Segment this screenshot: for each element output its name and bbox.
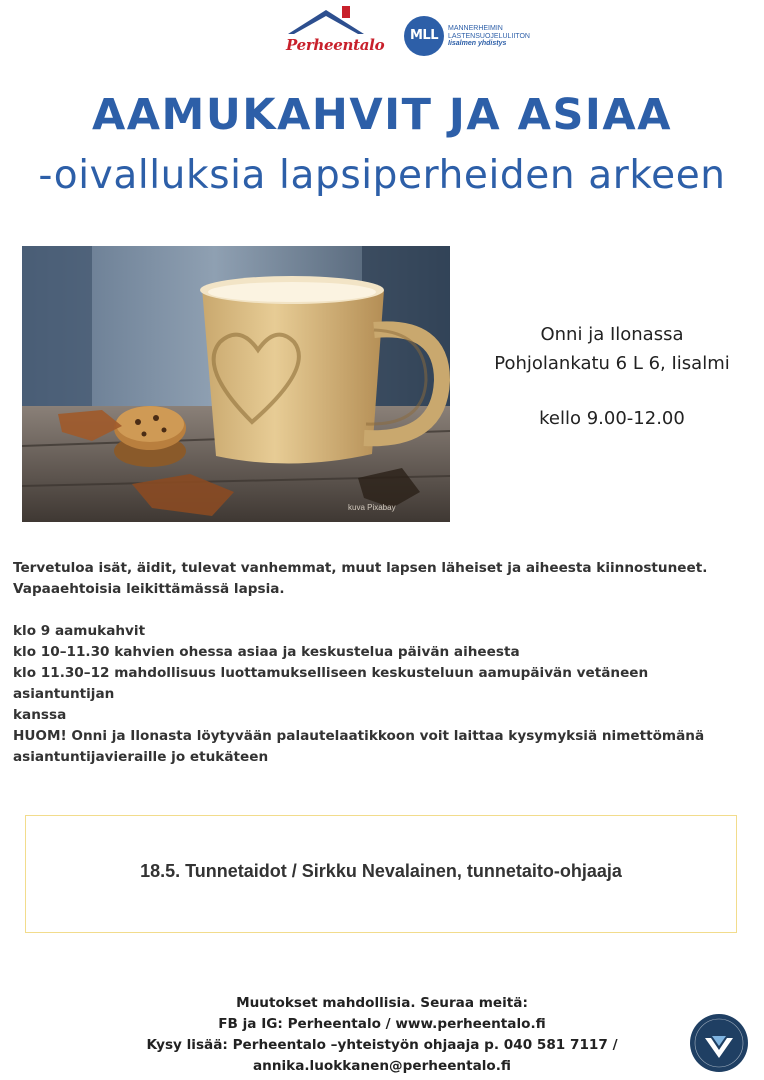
note-paragraph	[13, 726, 753, 768]
footer-line: Muutokset mahdollisia. Seuraa meitä:	[236, 995, 528, 1011]
footer-contact	[100, 993, 664, 1077]
note-line: asiantuntijavieraille jo etukäteen	[13, 749, 269, 765]
footer-email[interactable]: annika.luokkanen@perheentalo.fi	[252, 1058, 512, 1074]
mll-badge: MLL	[404, 16, 444, 56]
mll-line-3: Iisalmen yhdistys	[448, 40, 507, 48]
intro-paragraph	[13, 558, 753, 600]
schedule-item: klo 10–11.30 kahvien ohessa asiaa ja keskustelua päivän aiheesta	[13, 644, 520, 660]
schedule-item: klo 9 aamukahvit	[13, 623, 146, 639]
perheentalo-logo	[280, 4, 385, 62]
perheentalo-wordmark: Perheentalo	[286, 36, 385, 54]
mll-logo	[404, 16, 534, 60]
venue-name: Onni ja Ilonassa	[540, 324, 684, 345]
veikkaus-logo-icon	[690, 1014, 748, 1072]
event-topic-box	[25, 815, 737, 933]
mll-line-2: LASTENSUOJELULIITON	[448, 32, 530, 40]
page-title: AAMUKAHVIT JA ASIAA	[92, 90, 672, 140]
footer-line[interactable]: FB ja IG: Perheentalo / www.perheentalo.fi	[218, 1016, 546, 1032]
footer-line: Kysy lisää: Perheentalo –yhteistyön ohjaaja p. 040 581 7117 /	[146, 1037, 618, 1053]
coffee-photo	[22, 246, 450, 522]
veikkaus-badge	[690, 1014, 748, 1072]
photo-credit: kuva Pixabay	[348, 503, 396, 512]
note-line: HUOM! Onni ja Ilonasta löytyvään palautelaatikkoon voit laittaa kysymyksiä nimettömänä	[13, 728, 705, 744]
event-time: kello 9.00-12.00	[539, 408, 685, 429]
mll-line-1: MANNERHEIMIN	[448, 25, 503, 32]
schedule-list	[13, 621, 753, 726]
intro-line: Vapaaehtoisia leikittämässä lapsia.	[13, 581, 285, 597]
coffee-mug-illustration	[22, 246, 450, 522]
intro-line: Tervetuloa isät, äidit, tulevat vanhemmat, muut lapsen läheiset ja aiheesta kiinnostuneet.	[13, 560, 708, 576]
schedule-item: klo 11.30–12 mahdollisuus luottamukselliseen keskusteluun aamupäivän vetäneen asiantuntijan	[13, 665, 649, 702]
page-subtitle: -oivalluksia lapsiperheiden arkeen	[38, 153, 726, 198]
venue-address: Pohjolankatu 6 L 6, Iisalmi	[494, 353, 730, 374]
event-topic: 18.5. Tunnetaidot / Sirkku Nevalainen, tunnetaito-ohjaaja	[140, 861, 622, 881]
schedule-item: kanssa	[13, 707, 67, 723]
